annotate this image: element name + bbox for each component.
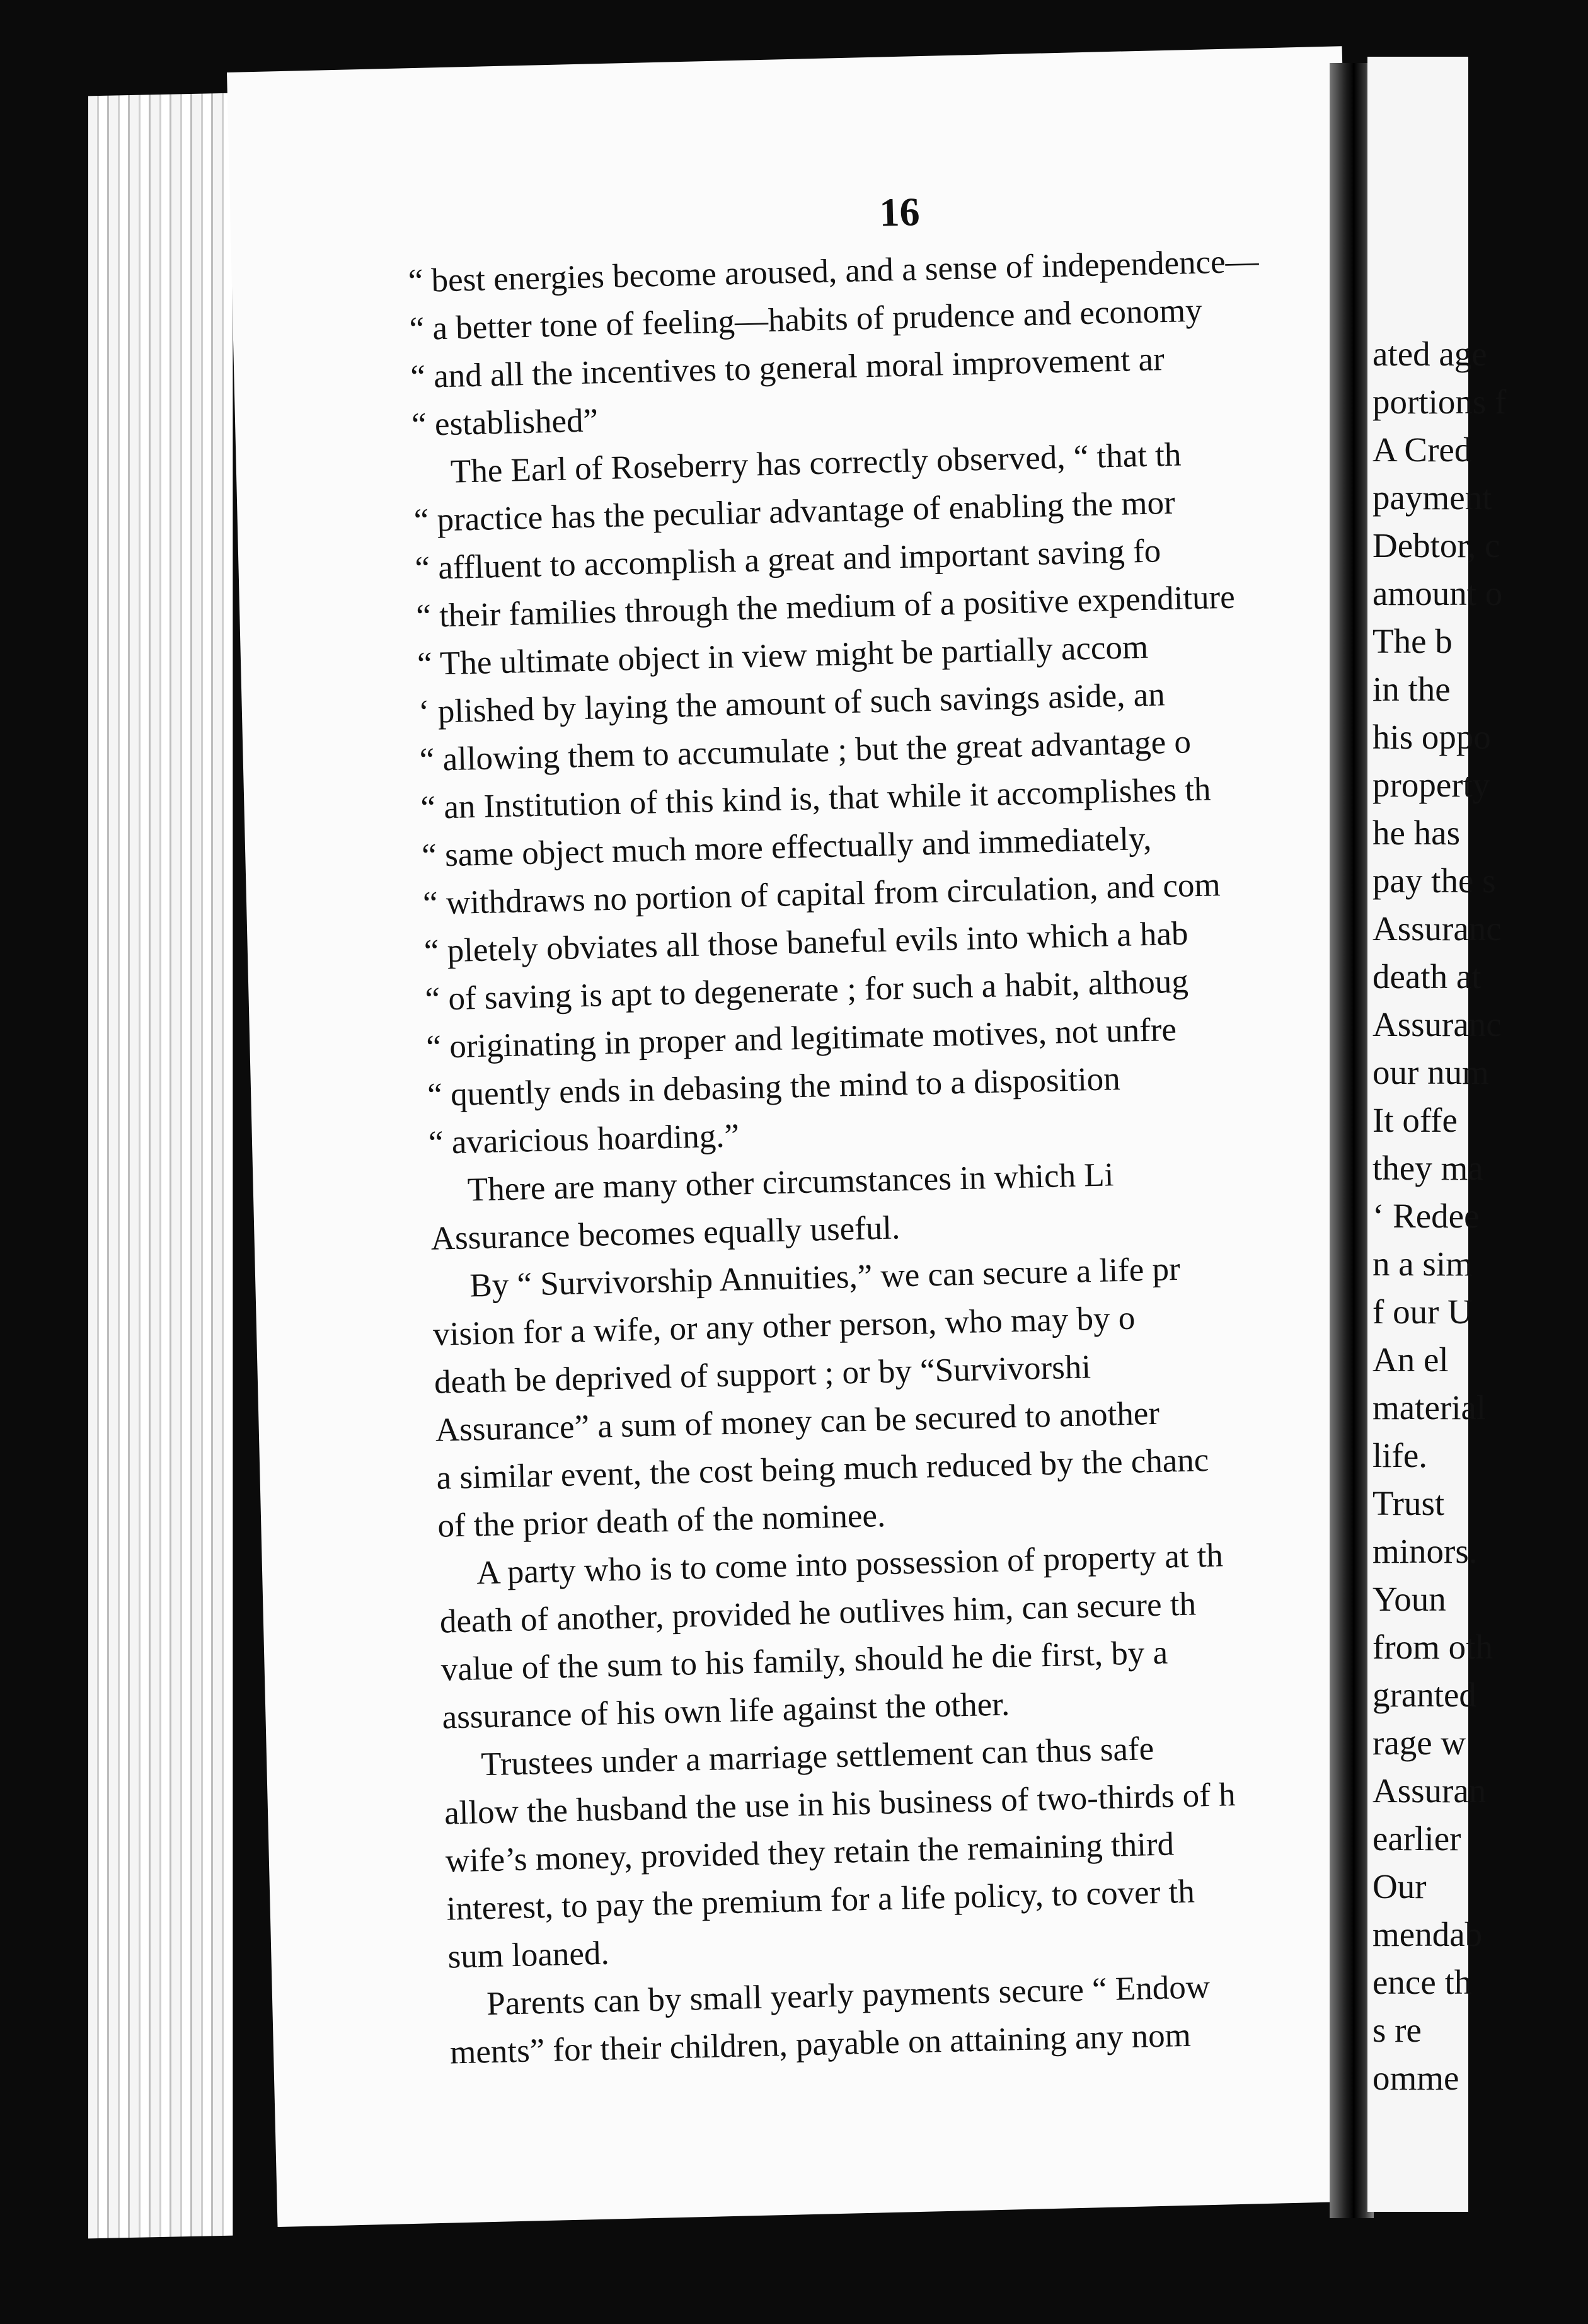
right-page-fragment: ‘ Redee: [1372, 1197, 1480, 1235]
right-page-fragment: granted: [1372, 1676, 1476, 1714]
text-line: Assurance” a sum of money can be secured to another: [435, 1395, 1160, 1449]
right-page: [1367, 57, 1507, 2212]
right-page-fragment: A Cred: [1372, 430, 1472, 469]
text-line: “ pletely obviates all those baneful evils into which a hab: [423, 915, 1189, 970]
right-page-fragment: Trust: [1372, 1484, 1445, 1522]
text-line: A party who is to come into possession of property at th: [476, 1537, 1224, 1592]
text-line: “ affluent to accomplish a great and important saving fo: [414, 532, 1161, 587]
right-page-fragment: rage w: [1372, 1723, 1466, 1762]
text-line: “ practice has the peculiar advantage of enabling the mor: [413, 484, 1176, 539]
right-page-fragment: mendab: [1372, 1915, 1483, 1953]
right-page-fragment: in the: [1372, 670, 1451, 708]
text-line: wife’s money, provided they retain the remaining third: [445, 1826, 1175, 1880]
text-line: a similar event, the cost being much reduced by the chanc: [435, 1441, 1209, 1497]
text-line: “ an Institution of this kind is, that while it accomplishes th: [420, 771, 1212, 827]
text-line: “ withdraws no portion of capital from circulation, and com: [422, 866, 1221, 923]
text-line: “ and all the incentives to general moral improvement ar: [410, 341, 1165, 396]
right-page-fragment: pay the s: [1372, 861, 1496, 900]
text-line: assurance of his own life against the other.: [441, 1686, 1010, 1736]
right-page-fragment: minors.: [1372, 1532, 1478, 1570]
text-line: vision for a wife, or any other person, who may by o: [432, 1299, 1136, 1353]
right-page-fragment: our num: [1372, 1053, 1489, 1091]
right-page-fragment: It offe: [1372, 1101, 1458, 1139]
text-line: By “ Survivorship Annuities,” we can secure a life pr: [469, 1250, 1181, 1304]
right-page-fragment: property: [1372, 766, 1490, 804]
right-page-fragment: The b: [1372, 622, 1453, 660]
text-line: “ quently ends in debasing the mind to a disposition: [427, 1061, 1121, 1113]
right-page-fragment: payment: [1372, 478, 1492, 517]
text-line: of the prior death of the nominee.: [437, 1497, 886, 1545]
text-line: ‘ plished by laying the amount of such savings aside, an: [418, 676, 1166, 731]
right-page-fragment: An el: [1372, 1340, 1449, 1379]
right-page-fragment: life.: [1372, 1436, 1428, 1475]
right-page-fragment: Youn: [1372, 1580, 1446, 1618]
text-line: “ allowing them to accumulate ; but the great advantage o: [419, 723, 1192, 779]
page-stack-edges: [88, 93, 233, 2239]
text-line: value of the sum to his family, should he die first, by a: [440, 1634, 1168, 1688]
right-page-fragment: Debtor, c: [1372, 526, 1500, 565]
text-line: death be deprived of support ; or by “Survivorshi: [434, 1349, 1091, 1401]
text-line: “ originating in proper and legitimate motives, not unfre: [425, 1011, 1177, 1066]
text-line: “ their families through the medium of a positive expenditure: [415, 578, 1236, 635]
text-line: Parents can by small yearly payments secure “ Endow: [486, 1969, 1211, 2023]
text-line: death of another, provided he outlives him, can secure th: [439, 1585, 1197, 1640]
page-number: 16: [878, 189, 921, 235]
right-page-fragment: Our: [1372, 1867, 1427, 1906]
left-page: [227, 46, 1393, 2227]
right-page-fragment: ence th: [1372, 1963, 1472, 2001]
text-line: “ a better tone of feeling—habits of prudence and economy: [408, 292, 1203, 348]
right-page-fragment: material: [1372, 1388, 1487, 1427]
right-page-fragment: from oth: [1372, 1628, 1493, 1666]
text-line: There are many other circumstances in which Li: [467, 1156, 1115, 1209]
right-page-fragment: n a sim: [1372, 1245, 1473, 1283]
right-page-fragment: death at: [1372, 957, 1482, 996]
text-line: allow the husband the use in his business of two-thirds of h: [444, 1776, 1236, 1832]
right-page-fragment: f our U: [1372, 1292, 1473, 1331]
text-line: interest, to pay the premium for a life policy, to cover th: [446, 1873, 1195, 1928]
text-line: sum loaned.: [447, 1935, 610, 1976]
right-page-fragment: s re: [1372, 2011, 1422, 2049]
text-line: “ same object much more effectually and immediately,: [421, 820, 1152, 875]
right-page-fragment: omme: [1372, 2059, 1459, 2097]
right-page-fragment: Assuran: [1372, 1771, 1487, 1810]
right-page-fragment: Assuranc: [1372, 1005, 1502, 1044]
text-line: “ avaricious hoarding.”: [428, 1117, 740, 1161]
text-line: Assurance becomes equally useful.: [430, 1209, 900, 1257]
text-line: Trustees under a marriage settlement can thus safe: [480, 1730, 1154, 1783]
text-line: “ The ultimate object in view might be partially accom: [417, 628, 1149, 683]
text-line: “ of saving is apt to degenerate ; for such a habit, althoug: [425, 963, 1189, 1018]
right-page-fragment: ated age: [1372, 335, 1487, 373]
right-page-fragment: his oppo: [1372, 718, 1491, 756]
right-page-fragment: he has: [1372, 814, 1460, 852]
text-line: “ established”: [411, 402, 599, 444]
right-page-fragment: earlier: [1372, 1819, 1461, 1858]
right-page-fragment: portions f: [1372, 383, 1507, 421]
text-line: The Earl of Roseberry has correctly observed, “ that th: [450, 436, 1182, 490]
text-line: ments” for their children, payable on attaining any nom: [449, 2016, 1192, 2071]
right-page-fragment: they ma: [1372, 1149, 1483, 1187]
right-page-fragment: Assuranc: [1372, 909, 1502, 948]
text-line: “ best energies become aroused, and a sense of independence—: [408, 243, 1260, 300]
right-page-fragment: amount o: [1372, 574, 1503, 613]
